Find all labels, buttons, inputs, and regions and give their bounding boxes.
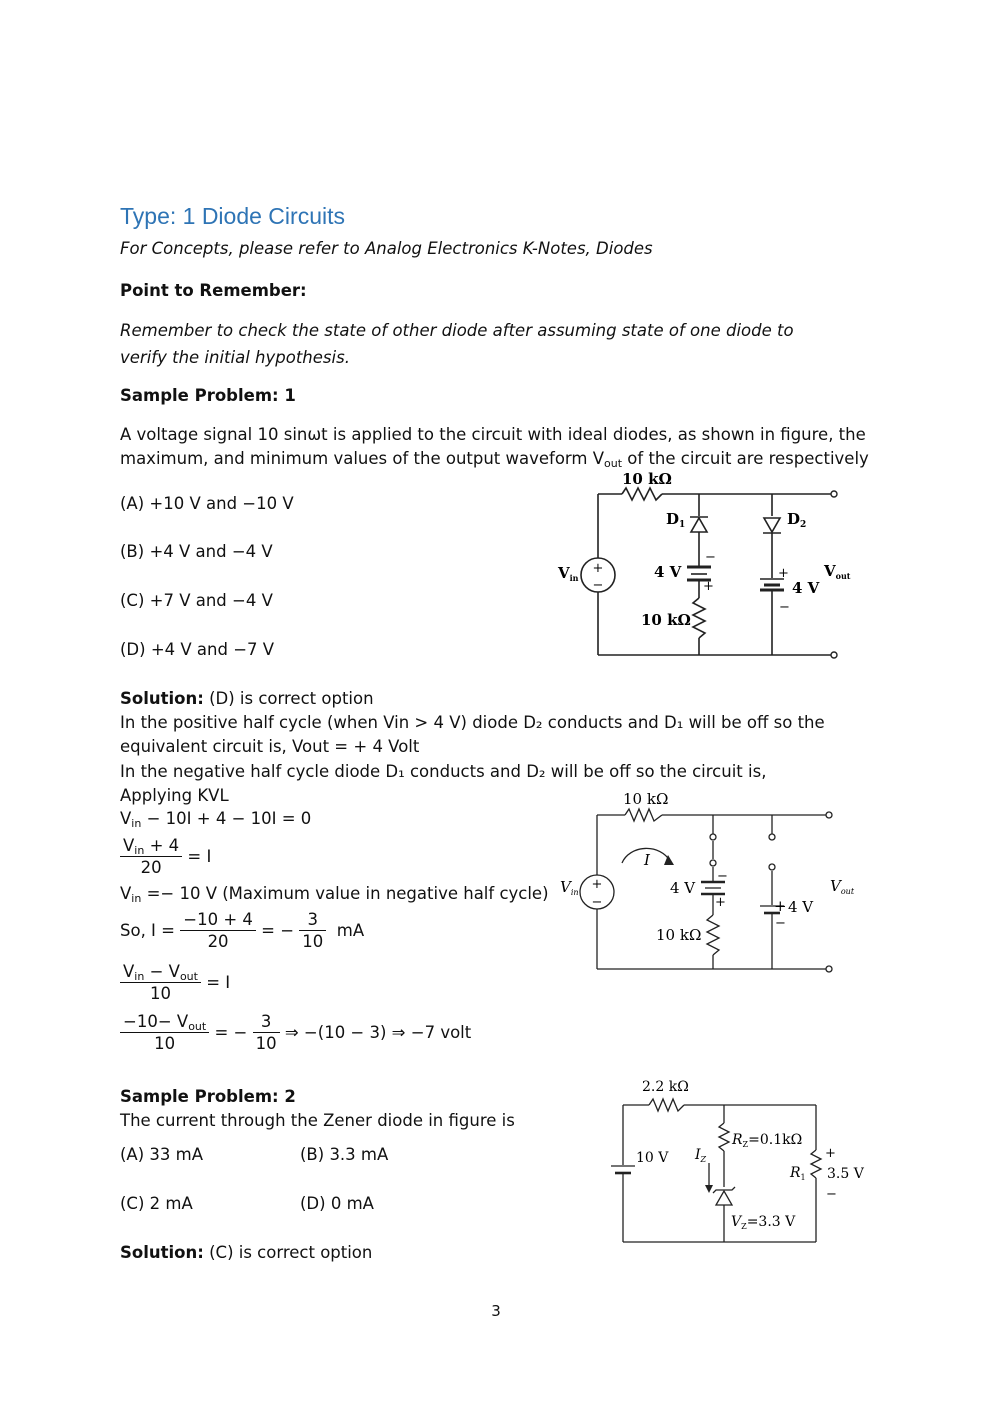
- eq3-b: =− 10 V (Maximum value in negative half cycle): [141, 884, 549, 903]
- fig2-vin-plus: +: [591, 877, 603, 892]
- eq4-unit: mA: [336, 921, 365, 940]
- sp1-title: Sample Problem: 1: [120, 386, 296, 405]
- sp2-option-b: (B) 3.3 mA: [300, 1145, 389, 1164]
- sol1-label: Solution:: [120, 689, 204, 708]
- eq1-v: V: [120, 809, 132, 828]
- fig3-rz-sub: Z: [742, 1140, 749, 1149]
- eq5-num-b: − V: [144, 962, 180, 981]
- sp1-option-a: (A) +10 V and −10 V: [120, 494, 294, 513]
- fig2-vin-minus: −: [591, 895, 603, 910]
- sp2-option-c: (C) 2 mA: [120, 1194, 193, 1213]
- sp1-question-line2-sub: out: [604, 457, 623, 470]
- fig1-d1-text: D: [666, 510, 680, 528]
- fig3-rz-text: R: [732, 1132, 743, 1148]
- fig3-rz-label: [731, 1132, 802, 1149]
- fig1-d2-text: D: [787, 510, 801, 528]
- fig1-r2-label: 10 kΩ: [641, 611, 691, 629]
- sol1-line1: In the positive half cycle (when Vin > 4 V) diode D₂ conducts and D₁ will be off so the: [120, 713, 825, 732]
- eq2-rhs: = I: [187, 847, 212, 866]
- sp1-question-line1: A voltage signal 10 sinωt is applied to the circuit with ideal diodes, as shown in figure, the: [120, 425, 866, 444]
- sp1-question-line2b: of the circuit are respectively: [622, 449, 869, 468]
- fig1-vin-sub: in: [569, 573, 579, 583]
- fig2-vout-text: V: [830, 877, 841, 895]
- point-text: Remember to check the state of other diode after assuming state of one diode to verify the initial hypothesis.: [120, 321, 794, 367]
- fig1-d2-sub: 2: [800, 520, 807, 530]
- fig1-vin-label: [557, 564, 579, 583]
- eq4-den: 20: [207, 932, 229, 951]
- sol1-paragraph: [120, 711, 872, 759]
- sp1-circuit-diagram: [550, 466, 860, 666]
- fig3-vz-label: [731, 1214, 796, 1231]
- eq5-rhs: = I: [206, 973, 231, 992]
- eq4-num: −10 + 4: [180, 910, 256, 931]
- fig3-vz-val: =3.3 V: [746, 1214, 796, 1230]
- eq5-num-sub1: in: [134, 970, 145, 983]
- eq6-num-sub: out: [188, 1020, 207, 1033]
- fig3-v1-label: 3.5 V: [827, 1166, 864, 1182]
- fig2-bat2-minus: −: [775, 916, 786, 931]
- fig2-bat2-label: 4 V: [788, 898, 814, 916]
- fig1-vout-label: [823, 562, 851, 581]
- fig2-bat1-minus: −: [717, 869, 728, 884]
- fig3-r1-plus: +: [825, 1146, 836, 1161]
- eq1-sub: in: [131, 817, 142, 830]
- sol2-answer: (C) is correct option: [203, 1243, 373, 1262]
- eq3-sub: in: [131, 892, 142, 905]
- fig3-r1-text: R: [790, 1165, 801, 1181]
- fig2-vin-label: [560, 878, 579, 897]
- fig1-bat1-minus: −: [705, 550, 716, 565]
- sp1-question-line2a: maximum, and minimum values of the output waveform V: [120, 449, 605, 468]
- sol2-label: Solution:: [120, 1243, 204, 1262]
- section-heading: Type: 1 Diode Circuits: [120, 203, 345, 229]
- eq6-num-a: −10− V: [123, 1012, 189, 1031]
- sol1-eq6: [120, 1012, 471, 1055]
- fig2-vout-sub: out: [840, 887, 855, 896]
- concepts-note: For Concepts, please refer to Analog Electronics K-Notes, Diodes: [120, 239, 653, 258]
- sol1-answer: (D) is correct option: [203, 689, 374, 708]
- fig3-iz-label: [694, 1147, 707, 1164]
- eq6-mid: = −: [214, 1023, 248, 1042]
- fig3-r1-sub: 1: [800, 1173, 806, 1182]
- sp2-question: The current through the Zener diode in figure is: [120, 1111, 515, 1130]
- fig2-bat1-label: 4 V: [670, 879, 696, 897]
- sol1-eq4: [120, 910, 364, 953]
- sol1-eq5: [120, 962, 230, 1005]
- fig2-r1-label: 10 kΩ: [623, 790, 669, 808]
- fig3-vz-sub: Z: [741, 1222, 747, 1231]
- fig1-bat1-label: 4 V: [654, 563, 682, 581]
- fig2-current-label: I: [644, 851, 650, 869]
- eq1-rest: − 10I + 4 − 10I = 0: [141, 809, 312, 828]
- eq4-den2: 10: [302, 932, 324, 951]
- eq4-num2: 3: [299, 910, 326, 931]
- fig1-bat2-plus: +: [778, 566, 789, 581]
- eq6-den: 10: [154, 1034, 176, 1053]
- fig2-vin-sub: in: [570, 888, 579, 897]
- fig3-v-label: 10 V: [636, 1150, 669, 1166]
- fig3-r1-label: [789, 1165, 806, 1182]
- fig2-r2-label: 10 kΩ: [656, 926, 702, 944]
- fig3-r-label: 2.2 kΩ: [642, 1079, 689, 1095]
- eq6-den2: 10: [255, 1034, 277, 1053]
- fig2-vin-text: V: [560, 878, 571, 896]
- eq2-num-b: + 4: [144, 836, 180, 855]
- sol1-eq2: [120, 836, 211, 879]
- fig1-d2-label: [787, 510, 806, 530]
- fig3-iz-text: I: [695, 1147, 701, 1163]
- eq3-v: V: [120, 884, 132, 903]
- fig1-vin-text: V: [558, 564, 570, 582]
- fig3-vz-text: V: [731, 1214, 742, 1230]
- fig3-r1-minus: −: [826, 1187, 837, 1202]
- sp1-question: [120, 423, 872, 471]
- sol1-eq3: [120, 884, 549, 903]
- fig1-vin-plus: +: [592, 561, 604, 576]
- point-title: Point to Remember:: [120, 281, 307, 300]
- fig1-vout-text: V: [824, 562, 836, 580]
- fig2-bat2-plus: +: [774, 897, 787, 915]
- page-number: 3: [491, 1302, 501, 1320]
- eq2-num-sub: in: [134, 844, 145, 857]
- fig1-bat1-plus: +: [703, 579, 714, 594]
- sp1-option-c: (C) +7 V and −4 V: [120, 591, 273, 610]
- fig1-r1-label: 10 kΩ: [622, 470, 672, 488]
- eq2-num-v: V: [123, 836, 135, 855]
- sol1-header: [120, 687, 374, 711]
- sol2-header: [120, 1241, 372, 1265]
- eq2-den: 20: [140, 858, 162, 877]
- fig1-bat2-label: 4 V: [792, 579, 820, 597]
- sp2-option-a: (A) 33 mA: [120, 1145, 204, 1164]
- sp2-title: Sample Problem: 2: [120, 1087, 296, 1106]
- sol1-line2: equivalent circuit is, Vout = + 4 Volt: [120, 737, 420, 756]
- fig1-d1-label: [666, 510, 685, 530]
- sp1-option-d: (D) +4 V and −7 V: [120, 640, 275, 659]
- fig1-d1-sub: 1: [679, 520, 686, 530]
- eq6-num2: 3: [253, 1012, 280, 1033]
- eq4-lhs: So, I =: [120, 921, 175, 940]
- sol1-line3: In the negative half cycle diode D₁ conducts and D₂ will be off so the circuit is,: [120, 762, 767, 781]
- sol1-line4: Applying KVL: [120, 786, 229, 805]
- eq5-den: 10: [149, 984, 171, 1003]
- fig3-rz-val: =0.1kΩ: [748, 1132, 803, 1148]
- fig3-iz-sub: Z: [700, 1155, 707, 1164]
- sol1-circuit-diagram: [550, 785, 870, 980]
- sol1-eq1: [120, 809, 311, 828]
- fig2-bat1-plus: +: [715, 895, 726, 910]
- fig1-bat2-minus: −: [779, 600, 790, 615]
- eq5-num-sub2: out: [179, 970, 198, 983]
- eq6-rhs: ⇒ −(10 − 3) ⇒ −7 volt: [284, 1023, 472, 1042]
- eq4-mid: = −: [261, 921, 295, 940]
- eq5-num-v: V: [123, 962, 135, 981]
- fig1-vin-minus: −: [592, 578, 604, 593]
- fig2-vout-label: [830, 877, 855, 896]
- sp2-option-d: (D) 0 mA: [300, 1194, 374, 1213]
- sp1-option-b: (B) +4 V and −4 V: [120, 542, 273, 561]
- fig1-vout-sub: out: [835, 571, 851, 581]
- sp2-circuit-diagram: [600, 1075, 880, 1250]
